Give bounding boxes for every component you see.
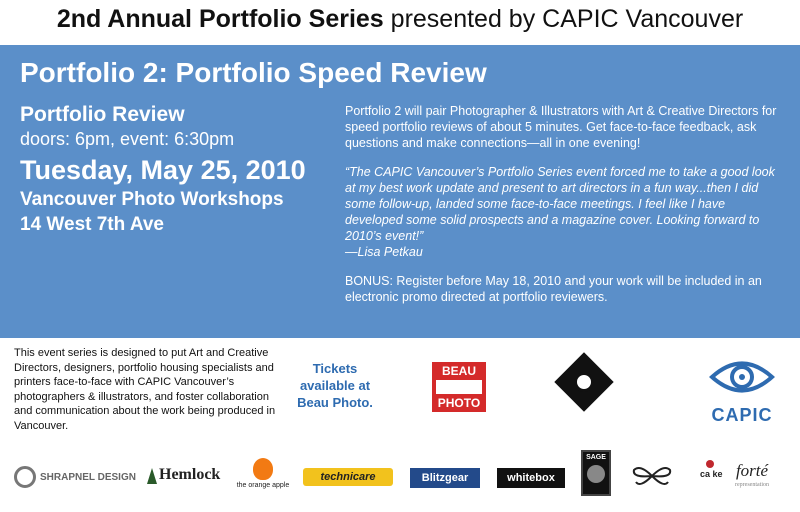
beau-logo-bar <box>436 380 482 394</box>
footer <box>0 338 800 512</box>
event-title: Portfolio 2: Portfolio Speed Review <box>20 57 487 88</box>
series-title-presenter: presented by CAPIC Vancouver <box>390 5 744 33</box>
sponsor-logos <box>0 456 800 506</box>
event-date: Tuesday, May 25, 2010 <box>20 155 306 185</box>
header <box>0 0 800 45</box>
capic-logo <box>706 356 778 426</box>
forte-text: forté <box>735 461 769 480</box>
testimonial-author: —Lisa Petkau <box>345 245 423 259</box>
shrapnel-design-logo <box>14 466 136 488</box>
capic-logo-text: CAPIC <box>711 405 773 425</box>
hemlock-logo <box>147 466 220 484</box>
hemlock-text: Hemlock <box>159 466 221 483</box>
beau-logo-top: BEAU <box>441 364 476 378</box>
cake-gallery-logo <box>700 460 723 479</box>
cherry-icon <box>706 460 714 468</box>
capic-eye-icon <box>709 356 775 398</box>
event-description <box>345 103 785 318</box>
blitzgear-logo: Blitzgear <box>410 468 480 488</box>
event-band <box>0 45 800 338</box>
intro-text: Portfolio 2 will pair Photographer & Illustrators with Art & Creative Directors for speed portfolio reviews of about 5 minutes. Get face-to-face feedback, ask questions and make connections—all in one evening! <box>345 104 777 150</box>
beau-photo-logo <box>432 362 486 412</box>
butterfly-logo <box>632 464 672 488</box>
orange-apple-logo <box>232 458 294 489</box>
event-details <box>20 103 340 237</box>
sage-face-icon <box>587 465 605 483</box>
sage-studios-logo <box>581 450 611 496</box>
bonus-text: BONUS: Register before May 18, 2010 and your work will be included in an electronic promo directed at portfolio reviewers. <box>345 274 762 304</box>
forte-subtext: representation <box>735 482 769 488</box>
camera-aperture-logo <box>554 352 613 411</box>
shrapnel-design-text: SHRAPNEL DESIGN <box>40 471 136 483</box>
event-times: doors: 6pm, event: 6:30pm <box>20 129 235 149</box>
tickets-info: Tickets available at Beau Photo. <box>297 361 373 410</box>
event-address: 14 West 7th Ave <box>20 214 164 235</box>
series-title <box>0 0 800 34</box>
tree-icon <box>147 468 157 484</box>
testimonial-quote: “The CAPIC Vancouver’s Portfolio Series event forced me to take a good look at my best work update and present to art directors in a fun way...then I did some follow-up, landed some face-to-face meetings. I feel like I have developed some solid prospects and a magazine cover. Looking forward to 2010’s event!” <box>345 165 775 243</box>
event-subtitle: Portfolio Review <box>20 103 185 126</box>
whitebox-logo: whitebox <box>497 468 565 488</box>
event-venue: Vancouver Photo Workshops <box>20 189 284 210</box>
cake-text: ca ke <box>700 469 723 479</box>
footer-blurb: This event series is designed to put Art and Creative Directors, designers, portfolio housing specialists and printers face-to-face with CAPIC Vancouver’s photographers & illustrators, and foster collaboration and communication about the work being produced in Vancouver. <box>14 347 276 432</box>
orange-apple-icon <box>253 458 273 480</box>
shrapnel-ring-icon <box>14 466 36 488</box>
sage-text: SAGE <box>586 454 606 461</box>
orange-apple-text: the orange apple <box>236 482 290 489</box>
beau-logo-bottom: PHOTO <box>437 396 481 410</box>
forte-representation-logo <box>735 461 769 492</box>
technicare-logo: technicare <box>303 468 393 486</box>
aperture-icon <box>570 368 598 396</box>
series-title-bold: 2nd Annual Portfolio Series <box>56 5 384 33</box>
